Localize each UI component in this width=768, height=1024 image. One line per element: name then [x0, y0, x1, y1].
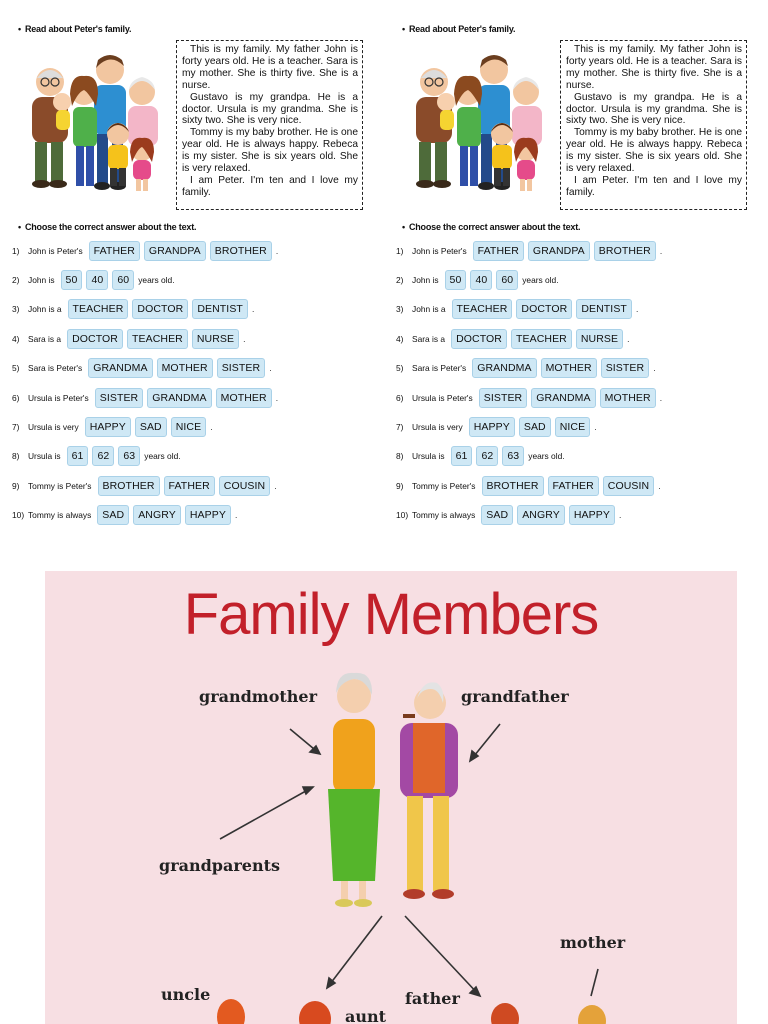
read-heading [18, 24, 131, 34]
story-paragraph: I am Peter. I'm ten and I love my family. [566, 174, 742, 198]
answer-option[interactable]: HAPPY [185, 505, 231, 525]
read-heading-text: Read about Peter's family. [24, 24, 132, 34]
answer-option[interactable]: NURSE [192, 329, 239, 349]
answer-option[interactable]: DOCTOR [516, 299, 572, 319]
question-row [12, 236, 372, 265]
answer-option[interactable]: TEACHER [511, 329, 572, 349]
question-row [12, 412, 372, 441]
question-number: 6) [396, 392, 404, 403]
question-stem: John is Peter's [412, 245, 467, 256]
answer-option[interactable]: DOCTOR [67, 329, 123, 349]
label-uncle: uncle [161, 985, 211, 1004]
question-tail: . [269, 363, 272, 374]
answer-option[interactable]: ANGRY [517, 505, 565, 525]
question-tail: . [234, 510, 238, 521]
aunt-figure [299, 1001, 331, 1024]
story-paragraph: This is my family. My father John is forty years old. He is a teacher. Sara is my mother. She is thirty five. She is a nurse. [182, 44, 358, 91]
question-stem: Ursula is Peter's [412, 392, 473, 403]
answer-option[interactable]: 62 [476, 446, 498, 466]
answer-option[interactable]: SAD [519, 417, 551, 437]
poster-illustration [45, 571, 737, 1024]
uncle-figure [217, 999, 245, 1024]
answer-option[interactable]: 60 [112, 270, 134, 290]
question-row [12, 442, 372, 471]
question-number: 4) [12, 333, 20, 344]
label-grandmother: grandmother [199, 687, 318, 706]
answer-option[interactable]: GRANDPA [144, 241, 206, 261]
question-row [12, 501, 372, 530]
story-paragraph: Tommy is my baby brother. He is one year old. He is always happy. Rebeca is my sister. She is six years old. She is very relaxed. [182, 127, 358, 175]
answer-option[interactable]: SISTER [601, 358, 650, 378]
answer-option[interactable]: TEACHER [68, 299, 129, 319]
baby-head [437, 93, 455, 111]
read-heading [402, 24, 515, 34]
question-stem: John is a [412, 304, 446, 315]
bullet-icon: • [18, 222, 21, 232]
question-number: 1) [396, 245, 404, 256]
question-stem: Sara is a [412, 333, 446, 344]
question-row [396, 236, 756, 265]
question-tail: . [658, 480, 661, 491]
story-paragraph: This is my family. My father John is forty years old. He is a teacher. Sara is my mother. She is thirty five. She is a nurse. [566, 44, 742, 91]
answer-option[interactable]: GRANDMA [472, 358, 536, 378]
mother-top [457, 107, 481, 147]
question-stem: Ursula is [28, 451, 61, 462]
question-number: 7) [12, 422, 20, 433]
label-aunt: aunt [345, 1007, 387, 1024]
question-number: 5) [396, 363, 404, 374]
question-tail: . [275, 245, 279, 256]
answer-option[interactable]: 60 [496, 270, 518, 290]
answer-option[interactable]: BROTHER [210, 241, 272, 261]
label-father: father [405, 989, 460, 1008]
question-row [396, 412, 756, 441]
question-tail: years old. [144, 451, 181, 462]
answer-option[interactable]: 63 [118, 446, 140, 466]
question-stem: Sara is Peter's [412, 363, 467, 374]
answer-option[interactable]: 61 [67, 446, 89, 466]
answer-option[interactable]: 50 [61, 270, 83, 290]
question-row [12, 383, 372, 412]
arrow-mother [591, 969, 598, 996]
question-number: 8) [12, 451, 20, 462]
answer-option[interactable]: 63 [502, 446, 524, 466]
arrow-to-father [405, 916, 480, 996]
answer-option[interactable]: MOTHER [541, 358, 597, 378]
read-heading-text: Read about Peter's family. [408, 24, 516, 34]
bullet-icon: • [18, 24, 21, 34]
answer-option[interactable]: FATHER [548, 476, 599, 496]
question-tail: . [243, 333, 246, 344]
arrow-grandparents [220, 787, 313, 839]
grandfather-figure [400, 682, 458, 899]
answer-option[interactable]: DENTIST [192, 299, 248, 319]
question-row [396, 501, 756, 530]
answer-option[interactable]: 50 [445, 270, 467, 290]
answer-option[interactable]: GRANDMA [147, 388, 211, 408]
question-row [12, 324, 372, 353]
answer-option[interactable]: NICE [171, 417, 207, 437]
answer-option[interactable]: 62 [92, 446, 114, 466]
question-tail: years old. [138, 275, 175, 286]
question-tail: . [659, 392, 663, 403]
question-stem: Tommy is Peter's [28, 480, 92, 491]
answer-option[interactable]: BROTHER [98, 476, 160, 496]
question-tail: . [635, 304, 639, 315]
question-number: 2) [396, 275, 404, 286]
question-row [396, 324, 756, 353]
question-tail: . [653, 363, 656, 374]
answer-option[interactable]: GRANDMA [531, 388, 595, 408]
answer-option[interactable]: NICE [555, 417, 591, 437]
worksheet-right [384, 0, 768, 560]
label-grandparents: grandparents [159, 856, 280, 875]
arrow-to-uncle [327, 916, 382, 988]
answer-option[interactable]: 40 [86, 270, 108, 290]
question-row [12, 354, 372, 383]
question-stem: Ursula is very [412, 422, 463, 433]
question-number: 2) [12, 275, 20, 286]
worksheet-left [0, 0, 384, 560]
mother-top [73, 107, 97, 147]
question-stem: John is Peter's [28, 245, 83, 256]
question-tail: . [627, 333, 630, 344]
question-tail: . [251, 304, 255, 315]
answer-option[interactable]: MOTHER [216, 388, 272, 408]
answer-option[interactable]: 61 [451, 446, 473, 466]
answer-option[interactable]: SAD [481, 505, 513, 525]
question-row [396, 471, 756, 500]
question-stem: Tommy is always [412, 510, 476, 521]
answer-option[interactable]: SAD [135, 417, 167, 437]
grandpa-hair [37, 70, 63, 78]
question-number: 1) [12, 245, 20, 256]
choose-heading-text: Choose the correct answer about the text. [24, 222, 197, 232]
answer-option[interactable]: BROTHER [482, 476, 544, 496]
question-stem: Ursula is Peter's [28, 392, 89, 403]
question-row [396, 354, 756, 383]
poster-title: Family Members [183, 582, 599, 647]
choose-heading-text: Choose the correct answer about the text. [408, 222, 581, 232]
question-row [396, 442, 756, 471]
question-tail: . [274, 480, 277, 491]
bullet-icon: • [402, 24, 405, 34]
question-stem: Sara is a [28, 333, 62, 344]
question-list [12, 236, 372, 530]
family-illustration [402, 52, 552, 200]
baby-head [53, 93, 71, 111]
question-number: 10) [396, 510, 409, 521]
story-paragraph: Tommy is my baby brother. He is one year old. He is always happy. Rebeca is my sister. She is six years old. She is very relaxed. [566, 127, 742, 175]
answer-option[interactable]: SISTER [479, 388, 528, 408]
question-number: 9) [12, 480, 20, 491]
answer-option[interactable]: DENTIST [576, 299, 632, 319]
answer-option[interactable]: TEACHER [452, 299, 513, 319]
grandpa-hair [421, 70, 447, 78]
question-tail: . [210, 422, 213, 433]
question-tail: . [594, 422, 597, 433]
answer-option[interactable]: TEACHER [127, 329, 188, 349]
answer-option[interactable]: NURSE [576, 329, 623, 349]
family-illustration [18, 52, 168, 200]
question-row [396, 265, 756, 294]
answer-option[interactable]: DOCTOR [451, 329, 507, 349]
answer-option[interactable]: HAPPY [469, 417, 515, 437]
answer-option[interactable]: MOTHER [157, 358, 213, 378]
bullet-icon: • [402, 222, 405, 232]
story-paragraph: Gustavo is my grandpa. He is a doctor. Ursula is my grandma. She is sixty two. She is very nice. [182, 91, 358, 127]
question-number: 5) [12, 363, 20, 374]
grandmother-figure [328, 673, 380, 907]
family-members-poster [45, 571, 737, 1024]
question-stem: Tommy is Peter's [412, 480, 476, 491]
answer-option[interactable]: SISTER [217, 358, 266, 378]
question-tail: . [275, 392, 279, 403]
answer-option[interactable]: FATHER [89, 241, 140, 261]
story-paragraph: I am Peter. I'm ten and I love my family. [182, 174, 358, 198]
story-paragraph: Gustavo is my grandpa. He is a doctor. Ursula is my grandma. She is sixty two. She is very nice. [566, 91, 742, 127]
answer-option[interactable]: DOCTOR [132, 299, 188, 319]
question-row [12, 265, 372, 294]
question-stem: John is [412, 275, 439, 286]
story-box [176, 40, 363, 210]
label-grandfather: grandfather [461, 687, 569, 706]
question-row [12, 471, 372, 500]
choose-heading [18, 222, 196, 232]
question-tail: . [618, 510, 622, 521]
answer-option[interactable]: FATHER [164, 476, 215, 496]
question-tail: years old. [522, 275, 559, 286]
question-row [396, 383, 756, 412]
question-number: 8) [396, 451, 404, 462]
answer-option[interactable]: MOTHER [600, 388, 656, 408]
answer-option[interactable]: GRANDMA [88, 358, 152, 378]
answer-option[interactable]: COUSIN [219, 476, 270, 496]
answer-option[interactable]: BROTHER [594, 241, 656, 261]
mother-figure [578, 1005, 606, 1024]
answer-option[interactable]: COUSIN [603, 476, 654, 496]
question-stem: Ursula is very [28, 422, 79, 433]
choose-heading [402, 222, 580, 232]
question-number: 4) [396, 333, 404, 344]
question-list [396, 236, 756, 530]
answer-option[interactable]: HAPPY [569, 505, 615, 525]
question-stem: John is a [28, 304, 62, 315]
question-number: 7) [396, 422, 404, 433]
question-number: 10) [12, 510, 25, 521]
question-stem: Ursula is [412, 451, 445, 462]
question-number: 3) [12, 304, 20, 315]
question-row [12, 295, 372, 324]
label-mother: mother [560, 933, 626, 952]
question-number: 3) [396, 304, 404, 315]
boy-head [107, 123, 129, 145]
father-figure [491, 1003, 519, 1024]
answer-option[interactable]: 40 [470, 270, 492, 290]
question-number: 6) [12, 392, 20, 403]
story-box [560, 40, 747, 210]
answer-option[interactable]: FATHER [473, 241, 524, 261]
boy-head [491, 123, 513, 145]
question-stem: Tommy is always [28, 510, 92, 521]
question-stem: Sara is Peter's [28, 363, 83, 374]
answer-option[interactable]: SISTER [95, 388, 144, 408]
question-tail: years old. [528, 451, 565, 462]
answer-option[interactable]: SAD [97, 505, 129, 525]
answer-option[interactable]: GRANDPA [528, 241, 590, 261]
question-number: 9) [396, 480, 404, 491]
answer-option[interactable]: HAPPY [85, 417, 131, 437]
question-row [396, 295, 756, 324]
question-tail: . [659, 245, 663, 256]
question-stem: John is [28, 275, 55, 286]
answer-option[interactable]: ANGRY [133, 505, 181, 525]
